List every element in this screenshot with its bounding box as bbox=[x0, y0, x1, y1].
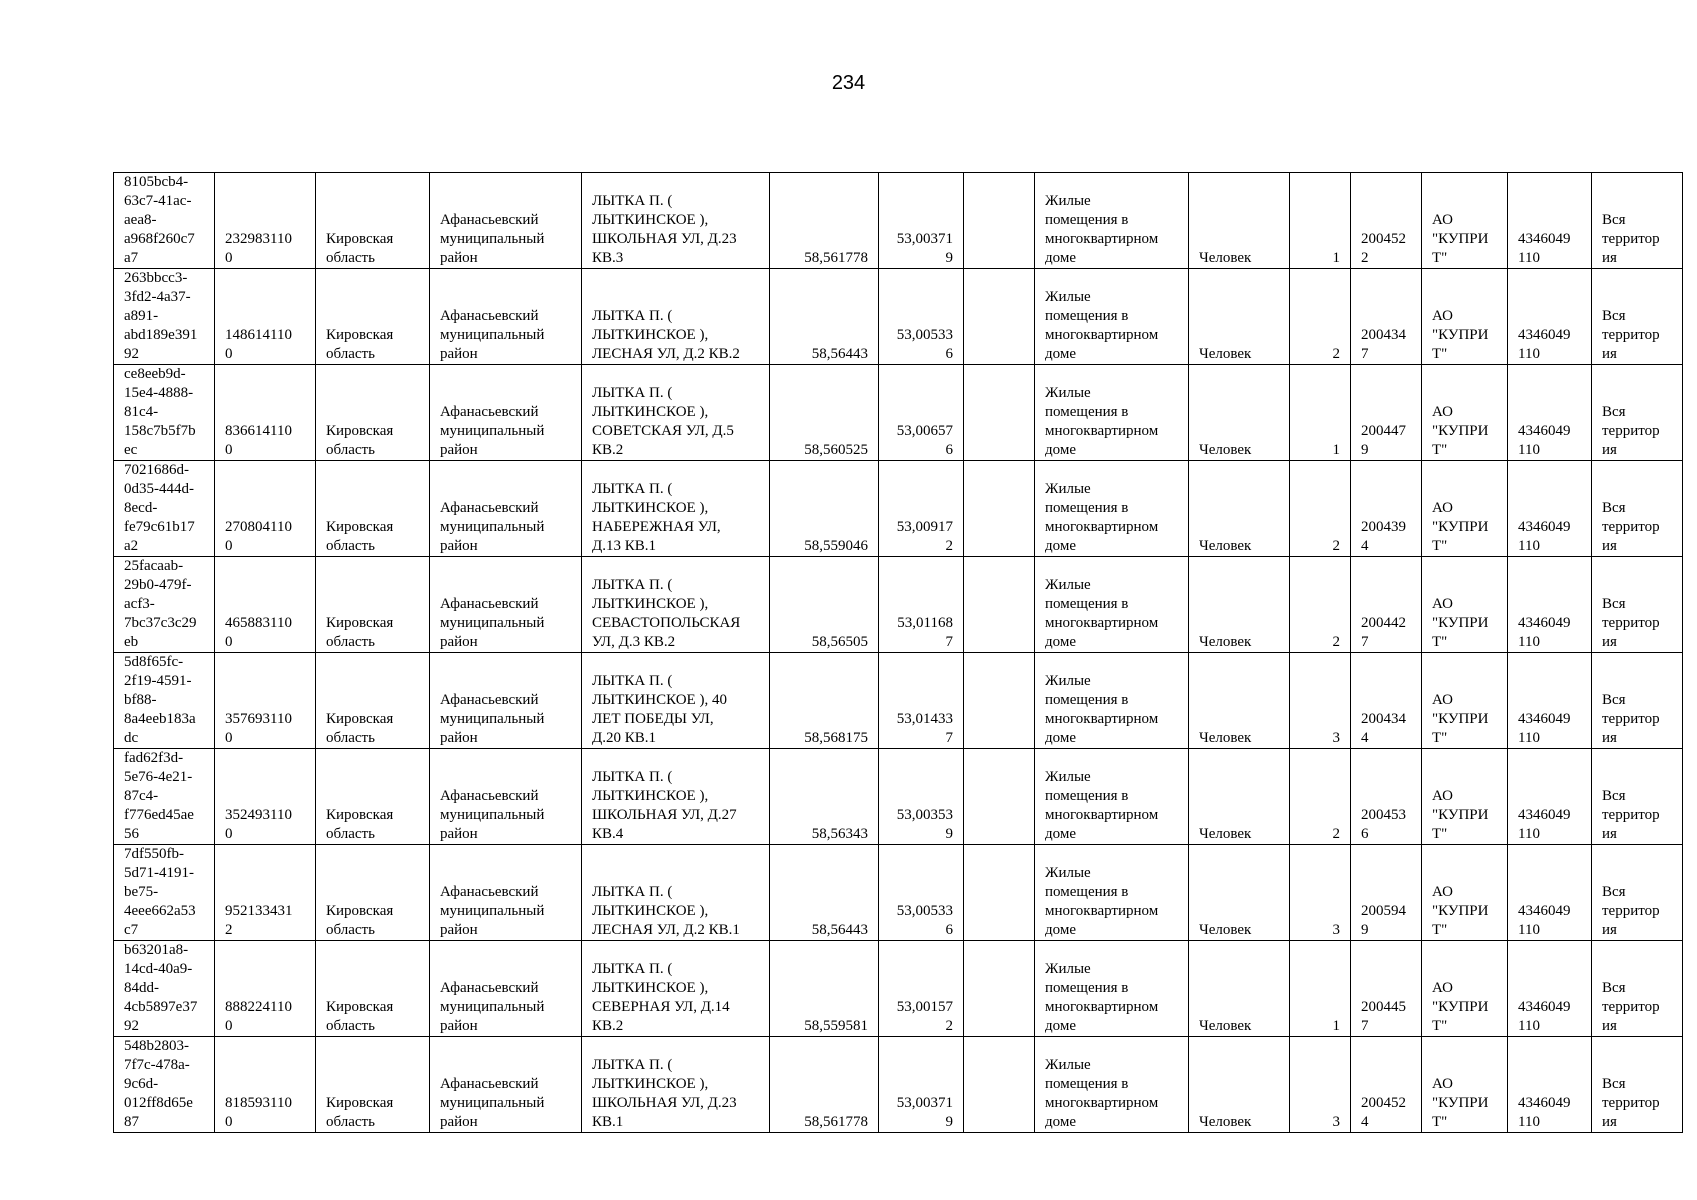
latitude-cell: 58,56443 bbox=[770, 845, 879, 941]
object-code-cell: 888224110 0 bbox=[215, 941, 316, 1037]
registry-code-cell: 200452 2 bbox=[1351, 173, 1422, 269]
organization-cell: АО "КУПРИ Т" bbox=[1422, 845, 1508, 941]
unit-cell: Человек bbox=[1189, 269, 1290, 365]
table-row bbox=[114, 365, 1683, 461]
longitude-cell: 53,00657 6 bbox=[879, 365, 964, 461]
region-cell: Кировская область bbox=[316, 461, 430, 557]
district-cell: Афанасьевский муниципальный район bbox=[430, 941, 582, 1037]
district-cell: Афанасьевский муниципальный район bbox=[430, 749, 582, 845]
record-id-cell: 548b2803- 7f7c-478a- 9c6d- 012ff8d65e 87 bbox=[114, 1037, 215, 1133]
region-cell: Кировская область bbox=[316, 653, 430, 749]
unit-cell: Человек bbox=[1189, 365, 1290, 461]
quantity-cell: 3 bbox=[1290, 653, 1351, 749]
territory-cell: Вся территор ия bbox=[1592, 269, 1683, 365]
quantity-cell: 2 bbox=[1290, 269, 1351, 365]
premises-type-cell: Жилые помещения в многоквартирном доме bbox=[1035, 557, 1189, 653]
inn-cell: 4346049 110 bbox=[1508, 941, 1592, 1037]
registry-table bbox=[113, 172, 1683, 1133]
empty-cell bbox=[964, 941, 1035, 1037]
premises-type-cell: Жилые помещения в многоквартирном доме bbox=[1035, 269, 1189, 365]
territory-cell: Вся территор ия bbox=[1592, 173, 1683, 269]
longitude-cell: 53,00353 9 bbox=[879, 749, 964, 845]
region-cell: Кировская область bbox=[316, 845, 430, 941]
unit-cell: Человек bbox=[1189, 557, 1290, 653]
region-cell: Кировская область bbox=[316, 269, 430, 365]
object-code-cell: 465883110 0 bbox=[215, 557, 316, 653]
premises-type-cell: Жилые помещения в многоквартирном доме bbox=[1035, 173, 1189, 269]
longitude-cell: 53,00533 6 bbox=[879, 845, 964, 941]
address-cell: ЛЫТКА П. ( ЛЫТКИНСКОЕ ), ЛЕСНАЯ УЛ, Д.2 КВ.2 bbox=[582, 269, 770, 365]
object-code-cell: 232983110 0 bbox=[215, 173, 316, 269]
district-cell: Афанасьевский муниципальный район bbox=[430, 845, 582, 941]
longitude-cell: 53,00533 6 bbox=[879, 269, 964, 365]
latitude-cell: 58,56505 bbox=[770, 557, 879, 653]
district-cell: Афанасьевский муниципальный район bbox=[430, 269, 582, 365]
address-cell: ЛЫТКА П. ( ЛЫТКИНСКОЕ ), ШКОЛЬНАЯ УЛ, Д.23 КВ.1 bbox=[582, 1037, 770, 1133]
object-code-cell: 270804110 0 bbox=[215, 461, 316, 557]
address-cell: ЛЫТКА П. ( ЛЫТКИНСКОЕ ), 40 ЛЕТ ПОБЕДЫ УЛ, Д.20 КВ.1 bbox=[582, 653, 770, 749]
table-row bbox=[114, 557, 1683, 653]
table-row bbox=[114, 269, 1683, 365]
table-row bbox=[114, 173, 1683, 269]
territory-cell: Вся территор ия bbox=[1592, 557, 1683, 653]
premises-type-cell: Жилые помещения в многоквартирном доме bbox=[1035, 365, 1189, 461]
organization-cell: АО "КУПРИ Т" bbox=[1422, 941, 1508, 1037]
table-row bbox=[114, 845, 1683, 941]
organization-cell: АО "КУПРИ Т" bbox=[1422, 365, 1508, 461]
longitude-cell: 53,00157 2 bbox=[879, 941, 964, 1037]
territory-cell: Вся территор ия bbox=[1592, 1037, 1683, 1133]
page-number: 234 bbox=[831, 72, 866, 94]
address-cell: ЛЫТКА П. ( ЛЫТКИНСКОЕ ), СОВЕТСКАЯ УЛ, Д.5 КВ.2 bbox=[582, 365, 770, 461]
unit-cell: Человек bbox=[1189, 461, 1290, 557]
latitude-cell: 58,56443 bbox=[770, 269, 879, 365]
district-cell: Афанасьевский муниципальный район bbox=[430, 1037, 582, 1133]
registry-code-cell: 200434 4 bbox=[1351, 653, 1422, 749]
object-code-cell: 836614110 0 bbox=[215, 365, 316, 461]
table-row bbox=[114, 749, 1683, 845]
registry-code-cell: 200594 9 bbox=[1351, 845, 1422, 941]
record-id-cell: fad62f3d- 5e76-4e21- 87c4- f776ed45ae 56 bbox=[114, 749, 215, 845]
address-cell: ЛЫТКА П. ( ЛЫТКИНСКОЕ ), ШКОЛЬНАЯ УЛ, Д.27 КВ.4 bbox=[582, 749, 770, 845]
record-id-cell: 7df550fb- 5d71-4191- be75- 4eee662a53 c7 bbox=[114, 845, 215, 941]
territory-cell: Вся территор ия bbox=[1592, 653, 1683, 749]
empty-cell bbox=[964, 749, 1035, 845]
organization-cell: АО "КУПРИ Т" bbox=[1422, 173, 1508, 269]
region-cell: Кировская область bbox=[316, 173, 430, 269]
object-code-cell: 952133431 2 bbox=[215, 845, 316, 941]
registry-code-cell: 200453 6 bbox=[1351, 749, 1422, 845]
quantity-cell: 3 bbox=[1290, 845, 1351, 941]
quantity-cell: 1 bbox=[1290, 941, 1351, 1037]
district-cell: Афанасьевский муниципальный район bbox=[430, 557, 582, 653]
inn-cell: 4346049 110 bbox=[1508, 1037, 1592, 1133]
registry-code-cell: 200434 7 bbox=[1351, 269, 1422, 365]
premises-type-cell: Жилые помещения в многоквартирном доме bbox=[1035, 461, 1189, 557]
registry-body bbox=[114, 173, 1683, 1133]
object-code-cell: 352493110 0 bbox=[215, 749, 316, 845]
inn-cell: 4346049 110 bbox=[1508, 845, 1592, 941]
unit-cell: Человек bbox=[1189, 845, 1290, 941]
latitude-cell: 58,559581 bbox=[770, 941, 879, 1037]
registry-code-cell: 200452 4 bbox=[1351, 1037, 1422, 1133]
record-id-cell: b63201a8- 14cd-40a9- 84dd- 4cb5897e37 92 bbox=[114, 941, 215, 1037]
latitude-cell: 58,561778 bbox=[770, 173, 879, 269]
address-cell: ЛЫТКА П. ( ЛЫТКИНСКОЕ ), НАБЕРЕЖНАЯ УЛ, Д.13 КВ.1 bbox=[582, 461, 770, 557]
unit-cell: Человек bbox=[1189, 173, 1290, 269]
region-cell: Кировская область bbox=[316, 365, 430, 461]
address-cell: ЛЫТКА П. ( ЛЫТКИНСКОЕ ), СЕВЕРНАЯ УЛ, Д.14 КВ.2 bbox=[582, 941, 770, 1037]
territory-cell: Вся территор ия bbox=[1592, 749, 1683, 845]
inn-cell: 4346049 110 bbox=[1508, 557, 1592, 653]
region-cell: Кировская область bbox=[316, 749, 430, 845]
empty-cell bbox=[964, 365, 1035, 461]
empty-cell bbox=[964, 845, 1035, 941]
quantity-cell: 1 bbox=[1290, 365, 1351, 461]
organization-cell: АО "КУПРИ Т" bbox=[1422, 557, 1508, 653]
territory-cell: Вся территор ия bbox=[1592, 941, 1683, 1037]
empty-cell bbox=[964, 653, 1035, 749]
premises-type-cell: Жилые помещения в многоквартирном доме bbox=[1035, 845, 1189, 941]
premises-type-cell: Жилые помещения в многоквартирном доме bbox=[1035, 653, 1189, 749]
district-cell: Афанасьевский муниципальный район bbox=[430, 461, 582, 557]
longitude-cell: 53,00371 9 bbox=[879, 1037, 964, 1133]
latitude-cell: 58,561778 bbox=[770, 1037, 879, 1133]
address-cell: ЛЫТКА П. ( ЛЫТКИНСКОЕ ), ШКОЛЬНАЯ УЛ, Д.23 КВ.3 bbox=[582, 173, 770, 269]
object-code-cell: 818593110 0 bbox=[215, 1037, 316, 1133]
latitude-cell: 58,56343 bbox=[770, 749, 879, 845]
inn-cell: 4346049 110 bbox=[1508, 365, 1592, 461]
inn-cell: 4346049 110 bbox=[1508, 173, 1592, 269]
empty-cell bbox=[964, 269, 1035, 365]
unit-cell: Человек bbox=[1189, 1037, 1290, 1133]
registry-code-cell: 200442 7 bbox=[1351, 557, 1422, 653]
longitude-cell: 53,00371 9 bbox=[879, 173, 964, 269]
record-id-cell: 8105bcb4- 63c7-41ac- aea8- a968f260c7 a7 bbox=[114, 173, 215, 269]
organization-cell: АО "КУПРИ Т" bbox=[1422, 461, 1508, 557]
table-row bbox=[114, 653, 1683, 749]
premises-type-cell: Жилые помещения в многоквартирном доме bbox=[1035, 1037, 1189, 1133]
organization-cell: АО "КУПРИ Т" bbox=[1422, 269, 1508, 365]
object-code-cell: 148614110 0 bbox=[215, 269, 316, 365]
region-cell: Кировская область bbox=[316, 1037, 430, 1133]
premises-type-cell: Жилые помещения в многоквартирном доме bbox=[1035, 749, 1189, 845]
unit-cell: Человек bbox=[1189, 941, 1290, 1037]
address-cell: ЛЫТКА П. ( ЛЫТКИНСКОЕ ), ЛЕСНАЯ УЛ, Д.2 КВ.1 bbox=[582, 845, 770, 941]
inn-cell: 4346049 110 bbox=[1508, 269, 1592, 365]
region-cell: Кировская область bbox=[316, 941, 430, 1037]
registry-code-cell: 200445 7 bbox=[1351, 941, 1422, 1037]
territory-cell: Вся территор ия bbox=[1592, 365, 1683, 461]
registry-code-cell: 200439 4 bbox=[1351, 461, 1422, 557]
record-id-cell: 7021686d- 0d35-444d- 8ecd- fe79c61b17 a2 bbox=[114, 461, 215, 557]
registry-code-cell: 200447 9 bbox=[1351, 365, 1422, 461]
latitude-cell: 58,568175 bbox=[770, 653, 879, 749]
empty-cell bbox=[964, 557, 1035, 653]
object-code-cell: 357693110 0 bbox=[215, 653, 316, 749]
organization-cell: АО "КУПРИ Т" bbox=[1422, 749, 1508, 845]
region-cell: Кировская область bbox=[316, 557, 430, 653]
quantity-cell: 1 bbox=[1290, 173, 1351, 269]
quantity-cell: 2 bbox=[1290, 557, 1351, 653]
inn-cell: 4346049 110 bbox=[1508, 749, 1592, 845]
empty-cell bbox=[964, 173, 1035, 269]
latitude-cell: 58,559046 bbox=[770, 461, 879, 557]
address-cell: ЛЫТКА П. ( ЛЫТКИНСКОЕ ), СЕВАСТОПОЛЬСКАЯ УЛ, Д.3 КВ.2 bbox=[582, 557, 770, 653]
longitude-cell: 53,01433 7 bbox=[879, 653, 964, 749]
quantity-cell: 3 bbox=[1290, 1037, 1351, 1133]
record-id-cell: 25facaab- 29b0-479f- acf3- 7bc37c3c29 eb bbox=[114, 557, 215, 653]
table-row bbox=[114, 1037, 1683, 1133]
quantity-cell: 2 bbox=[1290, 749, 1351, 845]
quantity-cell: 2 bbox=[1290, 461, 1351, 557]
longitude-cell: 53,00917 2 bbox=[879, 461, 964, 557]
unit-cell: Человек bbox=[1189, 749, 1290, 845]
table-row bbox=[114, 461, 1683, 557]
longitude-cell: 53,01168 7 bbox=[879, 557, 964, 653]
latitude-cell: 58,560525 bbox=[770, 365, 879, 461]
inn-cell: 4346049 110 bbox=[1508, 653, 1592, 749]
record-id-cell: 5d8f65fc- 2f19-4591- bf88- 8a4eeb183a dc bbox=[114, 653, 215, 749]
district-cell: Афанасьевский муниципальный район bbox=[430, 173, 582, 269]
organization-cell: АО "КУПРИ Т" bbox=[1422, 1037, 1508, 1133]
unit-cell: Человек bbox=[1189, 653, 1290, 749]
organization-cell: АО "КУПРИ Т" bbox=[1422, 653, 1508, 749]
territory-cell: Вся территор ия bbox=[1592, 845, 1683, 941]
record-id-cell: 263bbcc3- 3fd2-4a37- a891- abd189e391 92 bbox=[114, 269, 215, 365]
district-cell: Афанасьевский муниципальный район bbox=[430, 653, 582, 749]
record-id-cell: ce8eeb9d- 15e4-4888- 81c4- 158c7b5f7b ec bbox=[114, 365, 215, 461]
inn-cell: 4346049 110 bbox=[1508, 461, 1592, 557]
empty-cell bbox=[964, 1037, 1035, 1133]
empty-cell bbox=[964, 461, 1035, 557]
table-row bbox=[114, 941, 1683, 1037]
territory-cell: Вся территор ия bbox=[1592, 461, 1683, 557]
premises-type-cell: Жилые помещения в многоквартирном доме bbox=[1035, 941, 1189, 1037]
district-cell: Афанасьевский муниципальный район bbox=[430, 365, 582, 461]
